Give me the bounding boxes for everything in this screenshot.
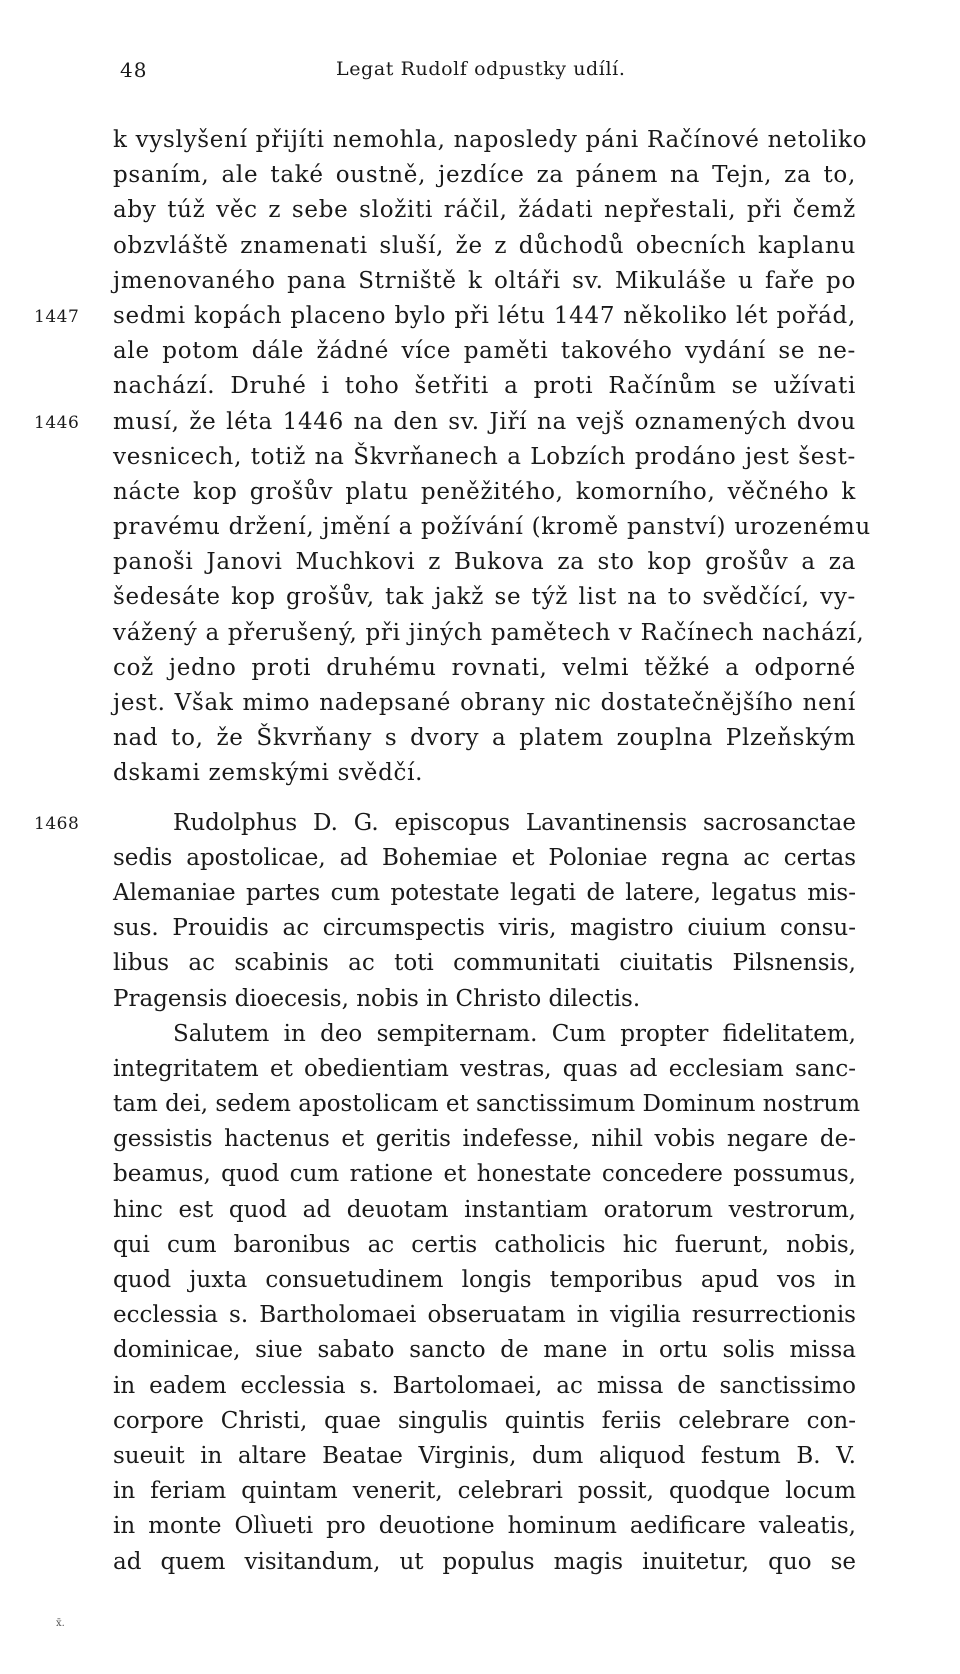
page-number: 48: [120, 58, 148, 82]
text-line: gessistis hactenus et geritis indefesse, nihil vobis negare de-: [113, 1126, 856, 1153]
text-line: in monte Olìueti pro deuotione hominum aedificare valeatis,: [113, 1513, 856, 1540]
text-line: šedesáte kop grošův, tak jakž se týž list na to svědčící, vy-: [113, 584, 856, 611]
text-line: in eadem ecclessia s. Bartolomaei, ac missa de sanctissimo: [113, 1372, 856, 1399]
text-line: vesnicech, totiž na Škvrňanech a Lobzích prodáno jest šest-: [113, 443, 856, 470]
text-line: beamus, quod cum ratione et honestate concedere possumus,: [113, 1161, 856, 1188]
text-line: integritatem et obedientiam vestras, quas ad ecclesiam sanc-: [113, 1055, 856, 1082]
text-line: sueuit in altare Beatae Virginis, dum aliquod festum B. V.: [113, 1442, 856, 1469]
running-head: Legat Rudolf odpustky udílí.: [336, 58, 626, 80]
text-line: nachází. Druhé i toho šetřiti a proti Račínům se užívati: [113, 373, 856, 400]
text-line: tam dei, sedem apostolicam et sanctissimum Dominum nostrum: [113, 1091, 861, 1118]
text-line: 1447 sedmi kopách placeno bylo při létu 1447 několiko lét pořád,: [113, 299, 856, 334]
margin-year: 1446: [34, 412, 80, 433]
text-line: nácte kop grošův platu peněžitého, komorního, věčného k: [113, 478, 856, 505]
text-line: corpore Christi, quae singulis quintis feriis celebrare con-: [113, 1407, 856, 1434]
text-line: vážený a přerušený, při jiných pamětech v Račínech nachází,: [113, 619, 865, 646]
text-line: aby túž věc z sebe složiti ráčil, žádati nepřestali, při čemž: [113, 197, 856, 224]
text-line: Pragensis dioecesis, nobis in Christo dilectis.: [113, 985, 641, 1012]
text-line: quod juxta consuetudinem longis temporibus apud vos in: [113, 1267, 856, 1293]
text-line: hinc est quod ad deuotam instantiam oratorum vestrorum,: [113, 1196, 856, 1223]
text-line: dominicae, siue sabato sancto de mane in ortu solis missa: [113, 1337, 856, 1364]
text-line: což jedno proti druhému rovnati, velmi těžké a odporné: [113, 654, 856, 681]
text-line: sus. Prouidis ac circumspectis viris, magistro ciuium consu-: [113, 915, 856, 942]
text-line: jest. Však mimo nadepsané obrany nic dostatečnějšího není: [113, 690, 856, 716]
text-line: Alemaniae partes cum potestate legati de latere, legatus mis-: [113, 879, 856, 906]
text-line: ecclessia s. Bartholomaei obseruatam in vigilia resurrectionis: [113, 1302, 856, 1329]
text-line: 1446 musí, že léta 1446 na den sv. Jiří na vejš oznamených dvou: [113, 405, 856, 440]
text-line: k vyslyšení přijíti nemohla, naposledy páni Račínové netoliko: [113, 127, 868, 153]
text-line: ale potom dále žádné více paměti takového vydání se ne-: [113, 338, 856, 365]
latin-body: [113, 1017, 861, 1580]
margin-year: 1447: [34, 306, 80, 327]
text-line: ad quem visitandum, ut populus magis inuitetur, quo se: [113, 1548, 856, 1575]
text-line: psaním, ale také oustně, jezdíce za pánem na Tejn, za to,: [113, 162, 856, 189]
latin-heading: [34, 806, 856, 1017]
czech-paragraph: [34, 123, 871, 792]
text-line: 1468 Rudolphus D. G. episcopus Lavantinensis sacrosanctae: [113, 806, 856, 841]
text-line: qui cum baronibus ac certis catholicis hic fuerunt, nobis,: [113, 1231, 856, 1258]
text-line: panoši Janovi Muchkovi z Bukova za sto kop grošův a za: [113, 549, 856, 576]
text-line: jmenovaného pana Strniště k oltáři sv. Mikuláše u faře po: [113, 267, 856, 294]
text-line: libus ac scabinis ac toti communitati ciuitatis Pilsnensis,: [113, 950, 856, 977]
text-block: [34, 123, 871, 1580]
margin-year: 1468: [34, 813, 80, 834]
text-line: pravému držení, jmění a požívání (kromě panství) urozenému: [113, 514, 871, 541]
text-line: nad to, že Škvrňany s dvory a platem zouplna Plzeňským: [113, 725, 856, 752]
page-header: [0, 58, 960, 88]
text-line: in feriam quintam venerit, celebrari possit, quodque locum: [113, 1478, 856, 1505]
text-line: Salutem in deo sempiternam. Cum propter fidelitatem,: [173, 1020, 856, 1047]
text-line: dskami zemskými svědčí.: [113, 760, 424, 787]
text-line: obzvláště znamenati sluší, že z důchodů obecních kaplanu: [113, 232, 856, 259]
text-line: sedis apostolicae, ad Bohemiae et Poloniae regna ac certas: [113, 844, 856, 871]
print-mark: x̄.: [56, 1618, 65, 1629]
